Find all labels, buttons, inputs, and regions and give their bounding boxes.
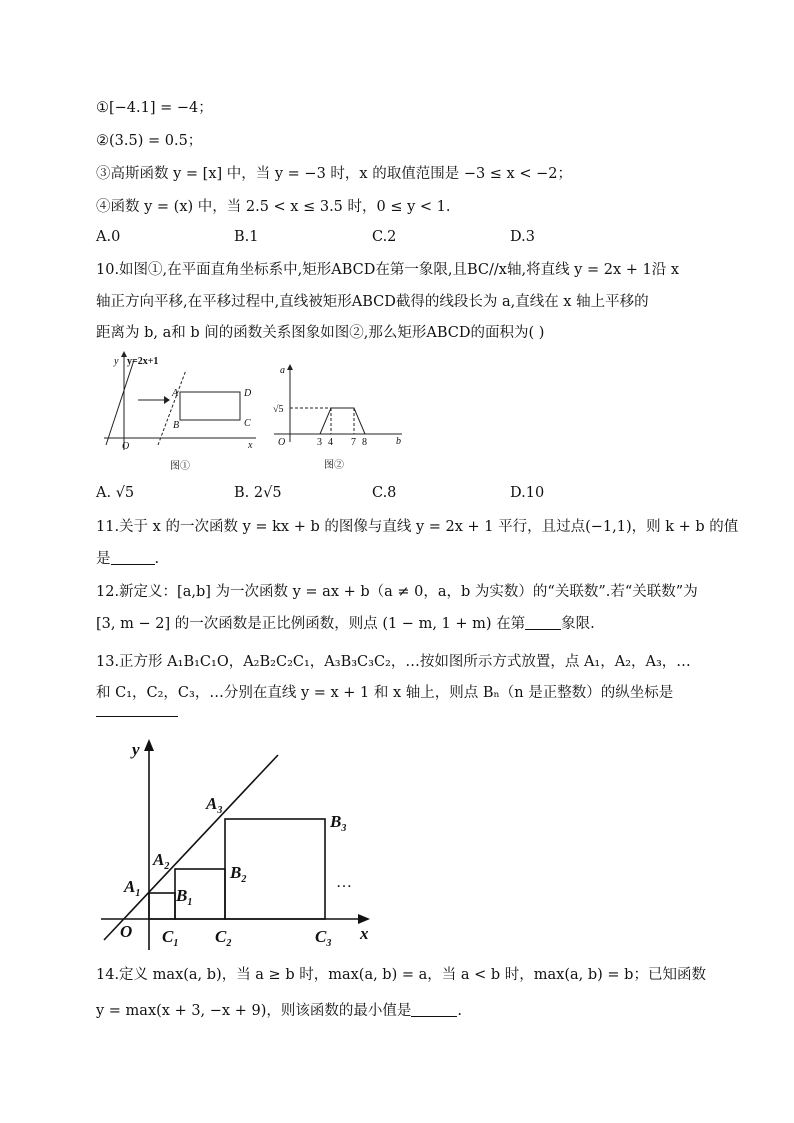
q13-line-2: 和 C₁，C₂，C₃，…分别在直线 y = x + 1 和 x 轴上，则点 Bₙ（n 是正整数）的纵坐标是 bbox=[96, 685, 674, 701]
fig2-tick-7: 7 bbox=[351, 437, 356, 448]
q12-line-2-text: [3, m − 2] 的一次函数是正比例函数，则点 (1 − m, 1 + m) 在第 bbox=[96, 616, 526, 632]
q13-label-a1: $A_1$ bbox=[124, 877, 141, 899]
q10-line-3: 距离为 b, a和 b 间的函数关系图象如图②,那么矩形ABCD的面积为( ) bbox=[96, 325, 545, 341]
q10-line-2: 轴正方向平移,在平移过程中,直线被矩形ABCD截得的线段长为 a,直线在 x 轴上平移的 bbox=[96, 294, 649, 310]
fig2-graph bbox=[320, 408, 365, 434]
q11-answer-blank bbox=[111, 550, 155, 565]
q13-label-a3: $A_3$ bbox=[206, 794, 223, 816]
fig2-tick-3: 3 bbox=[317, 437, 322, 448]
q9-option-c: C.2 bbox=[372, 229, 397, 245]
q13-answer-blank bbox=[96, 716, 178, 717]
fig1-label-d: D bbox=[244, 388, 252, 399]
q12-line-1: 12.新定义：[a,b] 为一次函数 y = ax + b（a ≠ 0，a，b 为实数）的“关联数”.若“关联数”为 bbox=[96, 584, 698, 600]
fig1-origin-label: O bbox=[122, 441, 130, 452]
q13-label-a2: $A_2$ bbox=[153, 850, 170, 872]
q13-line-yx1 bbox=[104, 755, 278, 940]
q13-label-b3: $B_3$ bbox=[330, 812, 347, 834]
q9-option-a: A.0 bbox=[96, 229, 121, 245]
fig1-label-c: C bbox=[244, 418, 251, 429]
q9-statement-2: ②(3.5) = 0.5； bbox=[96, 133, 203, 149]
q14-answer-blank bbox=[411, 1002, 457, 1017]
q13-origin-label: O bbox=[120, 922, 133, 941]
fig1-arrow-head bbox=[164, 396, 170, 404]
q12-answer-blank bbox=[525, 615, 561, 630]
q13-y-arrow bbox=[144, 739, 154, 751]
q12-line-2-end: 象限. bbox=[561, 616, 595, 632]
q13-x-label: x bbox=[360, 924, 369, 943]
q13-label-b2: $B_2$ bbox=[230, 863, 247, 885]
fig2-y-arrow bbox=[287, 364, 293, 370]
q9-statement-1: ①[−4.1] = −4； bbox=[96, 100, 213, 116]
q13-figure bbox=[96, 735, 386, 955]
q11-line-2-text: 是 bbox=[96, 551, 111, 567]
q13-label-c3: $C_3$ bbox=[315, 927, 332, 949]
q13-square-1 bbox=[149, 893, 175, 919]
fig1-label-b: B bbox=[173, 420, 180, 431]
q14-line-2-text: y = max(x + 3, −x + 9)，则该函数的最小值是 bbox=[96, 1003, 412, 1019]
fig2-tick-8: 8 bbox=[362, 437, 367, 448]
q13-ellipsis: … bbox=[336, 874, 352, 891]
fig1-rectangle bbox=[180, 392, 240, 420]
fig1-x-label: x bbox=[248, 440, 253, 451]
fig2-sqrt5-label: √5 bbox=[273, 404, 284, 415]
q13-label-c1: $C_1$ bbox=[162, 927, 179, 949]
fig1-line-original bbox=[106, 360, 134, 445]
fig2-origin-label: O bbox=[278, 437, 286, 448]
q14-line-2 bbox=[96, 1001, 462, 1021]
q13-y-label: y bbox=[132, 740, 140, 759]
fig1-line-shifted bbox=[158, 370, 186, 445]
q9-statement-4: ④函数 y = (x) 中，当 2.5 < x ≤ 3.5 时，0 ≤ y < 1. bbox=[96, 199, 451, 215]
q10-figure-1 bbox=[96, 350, 266, 480]
q10-figure-2 bbox=[268, 362, 408, 472]
q9-option-b: B.1 bbox=[234, 229, 259, 245]
q14-line-2-end: . bbox=[457, 1003, 462, 1019]
q11-line-1: 11.关于 x 的一次函数 y = kx + b 的图像与直线 y = 2x + 1 平行，且过点(−1,1)，则 k + b 的值 bbox=[96, 519, 739, 535]
q13-line-1: 13.正方形 A₁B₁C₁O，A₂B₂C₂C₁，A₃B₃C₃C₂，…按如图所示方式放置，点 A₁，A₂，A₃，… bbox=[96, 654, 691, 670]
fig2-b-label: b bbox=[396, 436, 401, 447]
q13-label-c2: $C_2$ bbox=[215, 927, 232, 949]
q9-option-d: D.3 bbox=[510, 229, 535, 245]
fig2-tick-4: 4 bbox=[328, 437, 333, 448]
fig2-caption: 图② bbox=[324, 460, 344, 471]
fig1-caption: 图① bbox=[170, 461, 190, 472]
fig1-equation-label: y=2x+1 bbox=[127, 356, 159, 367]
q13-x-arrow bbox=[358, 914, 370, 924]
q10-option-b: B. 2√5 bbox=[234, 485, 282, 501]
q10-option-d: D.10 bbox=[510, 485, 545, 501]
q10-line-1: 10.如图①,在平面直角坐标系中,矩形ABCD在第一象限,且BC//x轴,将直线 y = 2x + 1沿 x bbox=[96, 262, 680, 278]
q13-label-b1: $B_1$ bbox=[176, 886, 193, 908]
fig1-label-a: A bbox=[172, 388, 179, 399]
q12-line-2 bbox=[96, 614, 595, 634]
fig1-y-label: y bbox=[114, 356, 119, 367]
q11-line-2: 是 . bbox=[96, 551, 160, 567]
q10-option-a: A. √5 bbox=[96, 485, 135, 501]
q9-statement-3: ③高斯函数 y = [x] 中，当 y = −3 时，x 的取值范围是 −3 ≤ x < −2； bbox=[96, 166, 572, 182]
q14-line-1: 14.定义 max(a, b)，当 a ≥ b 时，max(a, b) = a，当 a < b 时，max(a, b) = b；已知函数 bbox=[96, 967, 706, 983]
fig2-a-label: a bbox=[280, 365, 285, 376]
q10-option-c: C.8 bbox=[372, 485, 397, 501]
